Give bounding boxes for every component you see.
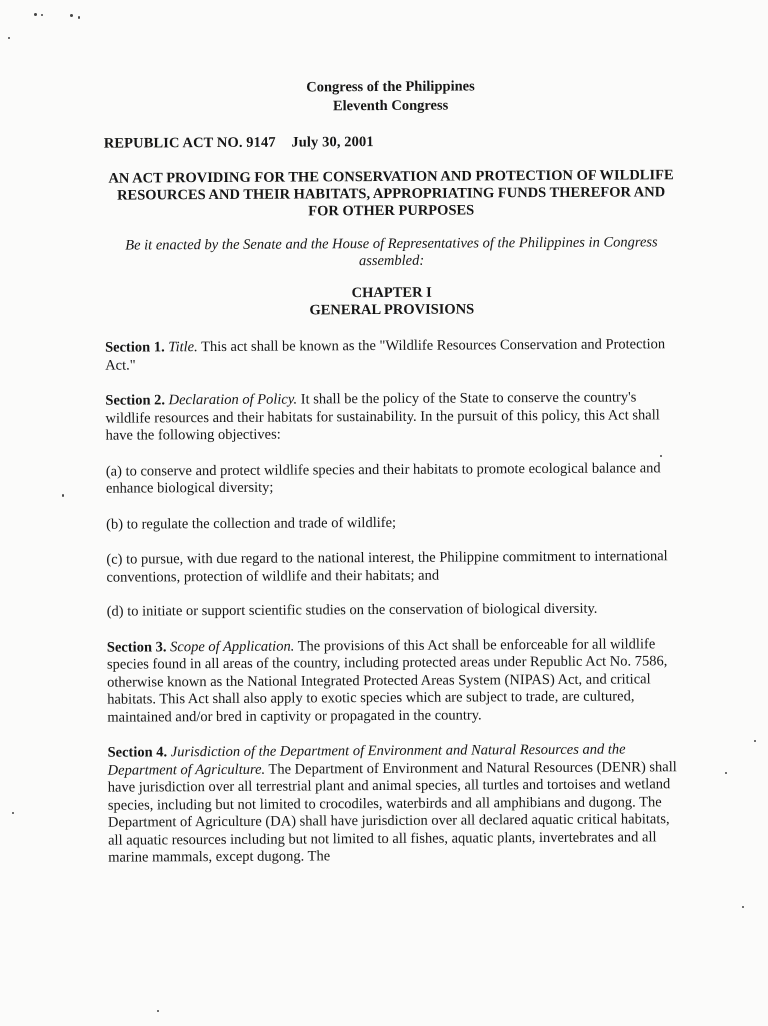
section-3-text: The provisions of this Act shall be enforceable for all wildlife species found in all areas of the country, including protected areas under Republic Act No. 7586, otherwise known as the National Integrated Protected Areas System (NIPAS) Act, and critical habitats. This Act shall also apply to exotic species which are subject to trade, are cultured, maintained and/or bred in captivity or propagated in the country.: [106, 635, 668, 726]
section-3-label: Section 3.: [106, 638, 167, 656]
section-4: [107, 741, 682, 867]
objective-c: (c) to pursue, with due regard to the national interest, the Philippine commitment to international conventions, protection of wildlife and their habitats; and: [106, 548, 668, 586]
scan-speck: [34, 13, 37, 16]
congress-session: Eleventh Congress: [332, 97, 449, 115]
objective-d: (d) to initiate or support scientific studies on the conservation of biological diversity.: [106, 600, 598, 620]
congress-name: Congress of the Philippines: [306, 78, 475, 96]
scan-speck: [70, 14, 73, 17]
chapter-heading: [105, 283, 679, 321]
chapter-number: CHAPTER I: [351, 284, 432, 302]
scan-speck: [62, 494, 64, 497]
section-1-heading: Title.: [168, 339, 198, 356]
scan-speck: [725, 772, 727, 774]
section-2-text: It shall be the policy of the State to conserve the country's wildlife resources and their habitats for sustainability. In the pursuit of this policy, this Act shall have the following objectives:: [105, 389, 660, 444]
section-2: [105, 389, 679, 445]
scan-speck: [12, 812, 14, 814]
objective-b: (b) to regulate the collection and trade of wildlife;: [106, 514, 397, 533]
section-2-heading: Declaration of Policy.: [168, 391, 298, 409]
scan-speck: [660, 455, 662, 457]
scan-speck: [8, 37, 10, 39]
section-1-label: Section 1.: [105, 339, 165, 356]
section-3-heading: Scope of Application.: [170, 638, 295, 655]
section-1-text: This act shall be known as the "Wildlife Resources Conservation and Protection Act.": [105, 336, 666, 374]
objective-a: (a) to conserve and protect wildlife species and their habitats to promote ecological balance and enhance biological diversity;: [105, 459, 661, 497]
act-number: REPUBLIC ACT NO. 9147: [103, 134, 276, 152]
section-4-label: Section 4.: [107, 744, 168, 761]
section-3: [107, 636, 682, 727]
scan-speck: [41, 14, 43, 16]
section-1: [105, 336, 679, 375]
scan-speck: [742, 906, 744, 908]
section-4-text: The Department of Environment and Natural Resources (DENR) shall have jurisdiction over all terrestrial plant and animal species, all turtles and tortoises and wetland species, including but not limited to crocodiles, waterbirds and all amphibians and dugong. The Department of Agriculture (DA) shall have jurisdiction over all declared aquatic critical habitats, all aquatic resources including but not limited to all fishes, aquatic plants, invertebrates and all marine mammals, except dugong. The: [107, 758, 677, 866]
scan-speck: [754, 740, 756, 742]
section-2-label: Section 2.: [105, 392, 166, 409]
scan-speck: [157, 1010, 159, 1012]
chapter-title: GENERAL PROVISIONS: [309, 301, 475, 319]
act-title: AN ACT PROVIDING FOR THE CONSERVATION AND PROTECTION OF WILDLIFE RESOURCES AND THEIR HABITATS, APPROPRIATING FUNDS THEREFOR AND FOR OTHER PURPOSES: [108, 167, 674, 220]
act-number-line: [104, 132, 678, 153]
act-date: July 30, 2001: [291, 134, 374, 151]
enacting-clause: Be it enacted by the Senate and the House of Representatives of the Philippines in Congress assembled:: [125, 234, 658, 270]
scan-speck: [78, 16, 80, 19]
section-4-heading: Jurisdiction of the Department of Environment and Natural Resources and the Department of Agriculture.: [107, 741, 626, 779]
